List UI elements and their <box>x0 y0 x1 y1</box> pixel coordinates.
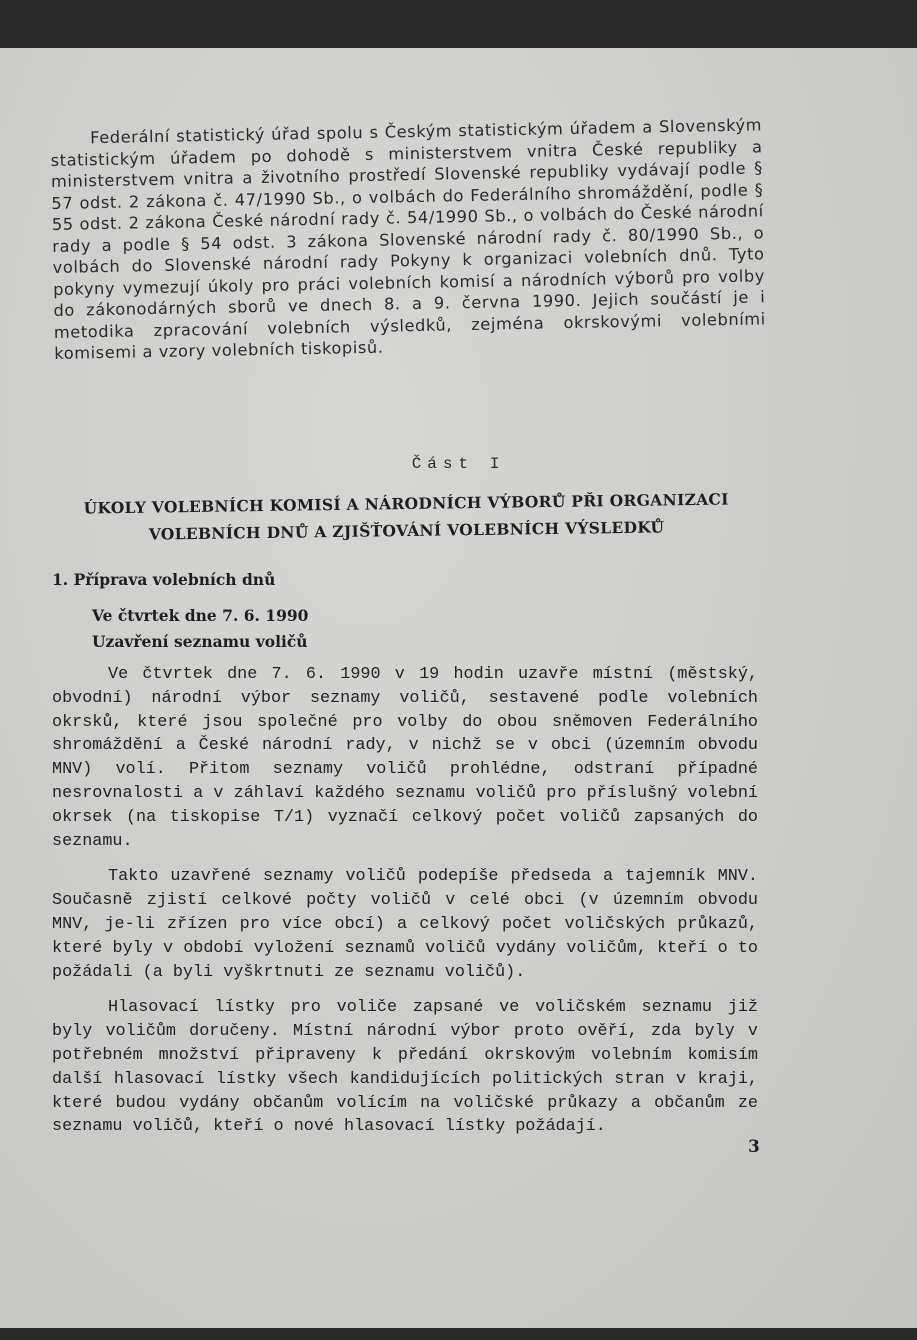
page-number: 3 <box>748 1137 760 1157</box>
part-heading-line-1: ÚKOLY VOLEBNÍCH KOMISÍ A NÁRODNÍCH VÝBORŮ PŘI ORGANIZACI <box>83 489 729 518</box>
body-paragraph-3: Hlasovací lístky pro voliče zapsané ve voličském seznamu již byly voličům doručeny. Místní národní výbor proto ověří, zda byly v potřebném množství připraveny k předání okrskovým volebním komisím další hlasovací lístky všech kandidujících politických stran v kraji, které budou vydány občanům volícím na voličské průkazy a občanům ze seznamu voličů, kteří o nové hlasovací lístky požádají. <box>52 998 758 1137</box>
subsection-date: Ve čtvrtek dne 7. 6. 1990 <box>92 606 309 625</box>
body-text <box>52 663 758 1151</box>
body-paragraph-2: Takto uzavřené seznamy voličů podepíše předseda a tajemník MNV. Současně zjistí celkové počty voličů v celé obci (v územním obvodu MNV, je-li zřízen pro více obcí) a celkový počet voličských průkazů, které byly v období vyložení seznamů voličů vydány voličům, kteří o to požádali (a byli vyškrtnuti ze seznamu voličů). <box>52 867 758 982</box>
intro-text: Federální statistický úřad spolu s Českým statistickým úřadem a Slovenským statistickým úřadem po dohodě s ministerstvem vnitra České republiky a ministerstvem vnitra a životního prostředí Slovenské republiky vydávají podle § 57 odst. 2 zákona č. 47/1990 Sb., o volbách do Federálního shromáždění, podle § 55 odst. 2 zákona České národní rady č. 54/1990 Sb., o volbách do České národní rady a podle § 54 odst. 3 zákona Slovenské národní rady č. 80/1990 Sb., o volbách do Slovenské národní rady Pokyny k organizaci volebních dnů. Tyto pokyny vymezují úkoly pro práci volebních komisí a národních výborů pro volby do zákonodárných sborů ve dnech 8. a 9. června 1990. Jejich součástí je i metodika zpracování volebních výsledků, zejména okrskovými volebními komisemi a vzory volebních tiskopisů. <box>50 115 766 363</box>
part-heading <box>50 485 763 549</box>
body-paragraph-1: Ve čtvrtek dne 7. 6. 1990 v 19 hodin uzavře místní (městský, obvodní) národní výbor seznamy voličů, sestavené podle volebních okrsků, které jsou společné pro volby do obou sněmoven Federálního shromáždění a České národní rady, v nichž se v obci (územním obvodu MNV) volí. Přitom seznamy voličů prohlédne, odstraní případné nesrovnalosti a v záhlaví každého seznamu voličů pro příslušný volební okrsek (na tiskopise T/1) vyznačí celkový počet voličů zapsaných do seznamu. <box>52 665 758 851</box>
section-title: 1. Příprava volebních dnů <box>52 570 276 589</box>
intro-paragraph <box>50 114 766 364</box>
part-heading-line-2: VOLEBNÍCH DNŮ A ZJIŠŤOVÁNÍ VOLEBNÍCH VÝSLEDKŮ <box>148 517 665 544</box>
part-label: Část I <box>411 455 506 473</box>
subsection-title: Uzavření seznamu voličů <box>92 632 308 651</box>
